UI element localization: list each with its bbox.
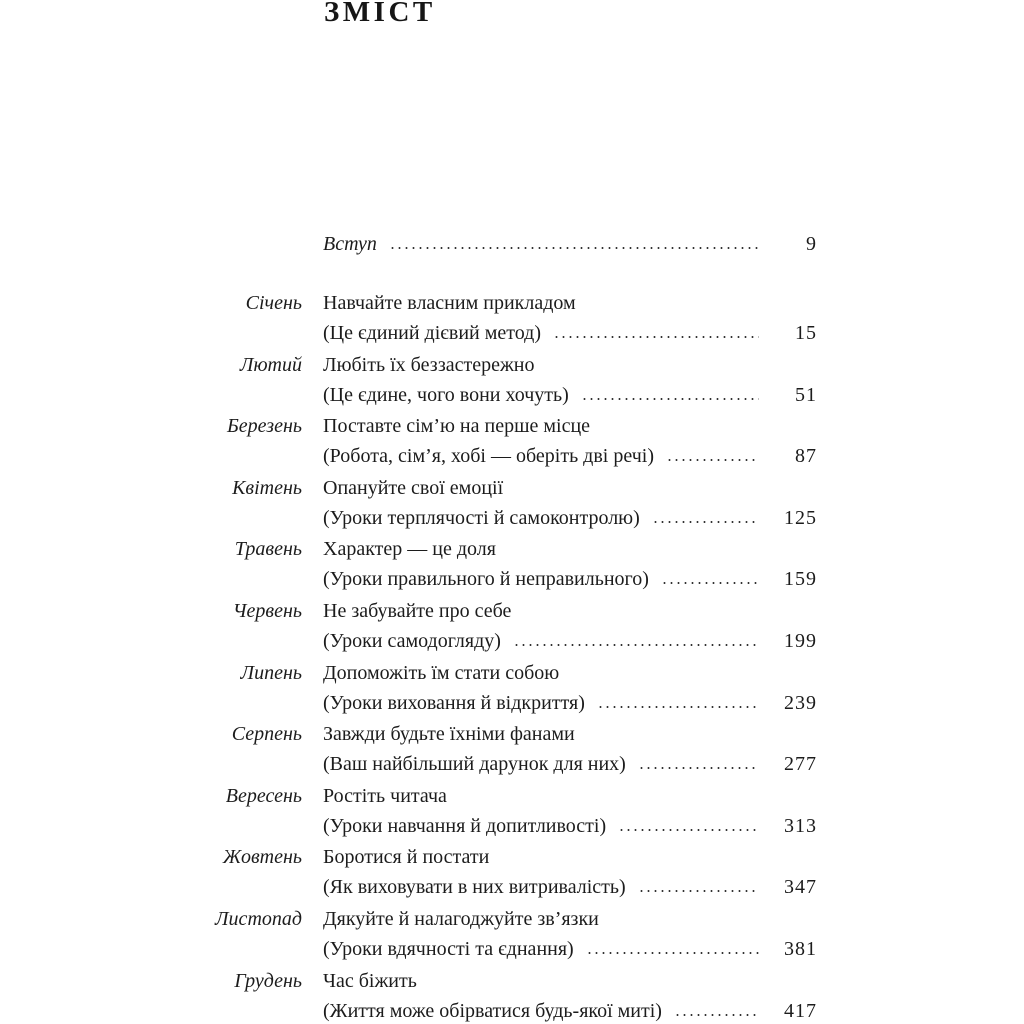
toc-entry-month: Жовтень bbox=[222, 846, 302, 869]
toc-entry-subtitle: (Уроки виховання й відкриття) bbox=[323, 691, 585, 714]
toc-entry-page-number: 347 bbox=[784, 876, 817, 899]
dot-leader bbox=[597, 705, 759, 709]
toc-entry-subtitle: (Це єдиний дієвий метод) bbox=[323, 322, 541, 344]
toc-entry-subtitle: (Уроки вдячності та єднання) bbox=[323, 938, 574, 960]
dot-leader bbox=[581, 397, 759, 401]
toc-entry-subtitle-row[interactable] bbox=[323, 383, 817, 407]
dot-leader bbox=[638, 766, 759, 770]
toc-entry-page-number: 87 bbox=[795, 445, 817, 468]
toc-entry-page-number: 199 bbox=[784, 630, 817, 652]
toc-entry-subtitle-row[interactable] bbox=[323, 506, 817, 530]
toc-entry-page-number: 159 bbox=[784, 568, 817, 591]
toc-entry-title[interactable]: Допоможіть їм стати собою bbox=[323, 661, 560, 684]
toc-entry-subtitle-row[interactable] bbox=[323, 321, 817, 345]
dot-leader bbox=[586, 951, 759, 955]
toc-entry-subtitle: (Ваш найбільший дарунок для них) bbox=[323, 753, 626, 776]
toc-entry-month: Березень bbox=[227, 415, 302, 438]
page-title: ЗМІСТ bbox=[324, 0, 436, 28]
toc-entry-subtitle-row[interactable] bbox=[323, 444, 817, 468]
toc-entry-title[interactable]: Опануйте свої емоції bbox=[323, 476, 504, 499]
toc-entry-page-number: 381 bbox=[784, 938, 817, 960]
toc-entry-subtitle: (Уроки правильного й неправильного) bbox=[323, 568, 649, 591]
toc-entry-subtitle: (Це єдине, чого вони хочуть) bbox=[323, 383, 569, 406]
toc-entry-title[interactable]: Не забувайте про себе bbox=[323, 600, 512, 622]
toc-entry-subtitle: (Уроки навчання й допитливості) bbox=[323, 814, 607, 837]
toc-entry-subtitle-row[interactable] bbox=[323, 629, 817, 653]
toc-entry-month: Липень bbox=[240, 661, 302, 684]
toc-entry-subtitle: (Уроки самодогляду) bbox=[323, 630, 501, 652]
dot-leader bbox=[652, 520, 759, 524]
toc-entry-page-number: 125 bbox=[784, 506, 817, 529]
toc-entry-title[interactable]: Навчайте власним прикладом bbox=[323, 292, 576, 314]
toc-entry-subtitle: (Як виховувати в них витривалість) bbox=[323, 876, 626, 899]
toc-entry-month: Червень bbox=[232, 600, 302, 622]
toc-entry-page-number: 417 bbox=[784, 999, 817, 1022]
toc-entry-month: Серпень bbox=[231, 723, 302, 746]
toc-entry-title[interactable]: Дякуйте й налагоджуйте зв’язки bbox=[323, 908, 599, 930]
toc-entry-month: Лютий bbox=[239, 353, 302, 376]
toc-entry-title[interactable]: Ростіть читача bbox=[323, 784, 447, 807]
toc-entry-page-number: 277 bbox=[784, 753, 817, 776]
toc-entry-subtitle-row[interactable] bbox=[323, 567, 817, 591]
dot-leader bbox=[638, 889, 759, 893]
toc-entry-subtitle: (Робота, сім’я, хобі — оберіть дві речі) bbox=[323, 445, 655, 468]
toc-entry-title[interactable]: Поставте сім’ю на перше місце bbox=[323, 415, 591, 438]
toc-entry-month: Грудень bbox=[234, 969, 302, 992]
toc-entry-title[interactable]: Любіть їх беззастережно bbox=[323, 353, 535, 376]
toc-entry-subtitle-row[interactable] bbox=[323, 752, 817, 776]
dot-leader bbox=[618, 828, 759, 832]
toc-entry-month: Листопад bbox=[215, 908, 302, 930]
toc-entry-month: Січень bbox=[245, 292, 302, 314]
toc-entry-page-number: 239 bbox=[784, 691, 817, 714]
dot-leader bbox=[389, 246, 759, 250]
toc-entry-title[interactable]: Завжди будьте їхніми фанами bbox=[323, 723, 575, 746]
dot-leader bbox=[513, 643, 759, 647]
dot-leader bbox=[553, 335, 759, 339]
toc-entry-page-number: 15 bbox=[795, 322, 817, 344]
toc-entry-month: Травень bbox=[234, 538, 302, 561]
intro-title: Вступ bbox=[323, 233, 377, 255]
dot-leader bbox=[674, 1013, 759, 1017]
dot-leader bbox=[666, 458, 759, 462]
dot-leader bbox=[661, 581, 759, 585]
toc-entry-subtitle-row[interactable] bbox=[323, 691, 817, 715]
toc-entry-page-number: 313 bbox=[784, 814, 817, 837]
toc-entry-subtitle-row[interactable] bbox=[323, 999, 817, 1023]
toc-entry-subtitle-row[interactable] bbox=[323, 875, 817, 899]
intro-page-number: 9 bbox=[806, 233, 817, 255]
toc-entry-subtitle-row[interactable] bbox=[323, 814, 817, 838]
toc-entry-page-number: 51 bbox=[795, 383, 817, 406]
toc-entry-month: Вересень bbox=[225, 784, 302, 807]
toc-entry-title[interactable]: Характер — це доля bbox=[323, 538, 496, 561]
toc-intro[interactable] bbox=[323, 232, 817, 256]
toc-entry-title[interactable]: Час біжить bbox=[323, 969, 417, 992]
toc-entry-subtitle: (Уроки терплячості й самоконтролю) bbox=[323, 506, 640, 529]
toc-entry-month: Квітень bbox=[232, 476, 302, 499]
toc-entry-subtitle-row[interactable] bbox=[323, 937, 817, 961]
toc-entry-title[interactable]: Боротися й постати bbox=[323, 846, 490, 869]
toc-entry-subtitle: (Життя може обірватися будь-якої миті) bbox=[323, 999, 662, 1022]
